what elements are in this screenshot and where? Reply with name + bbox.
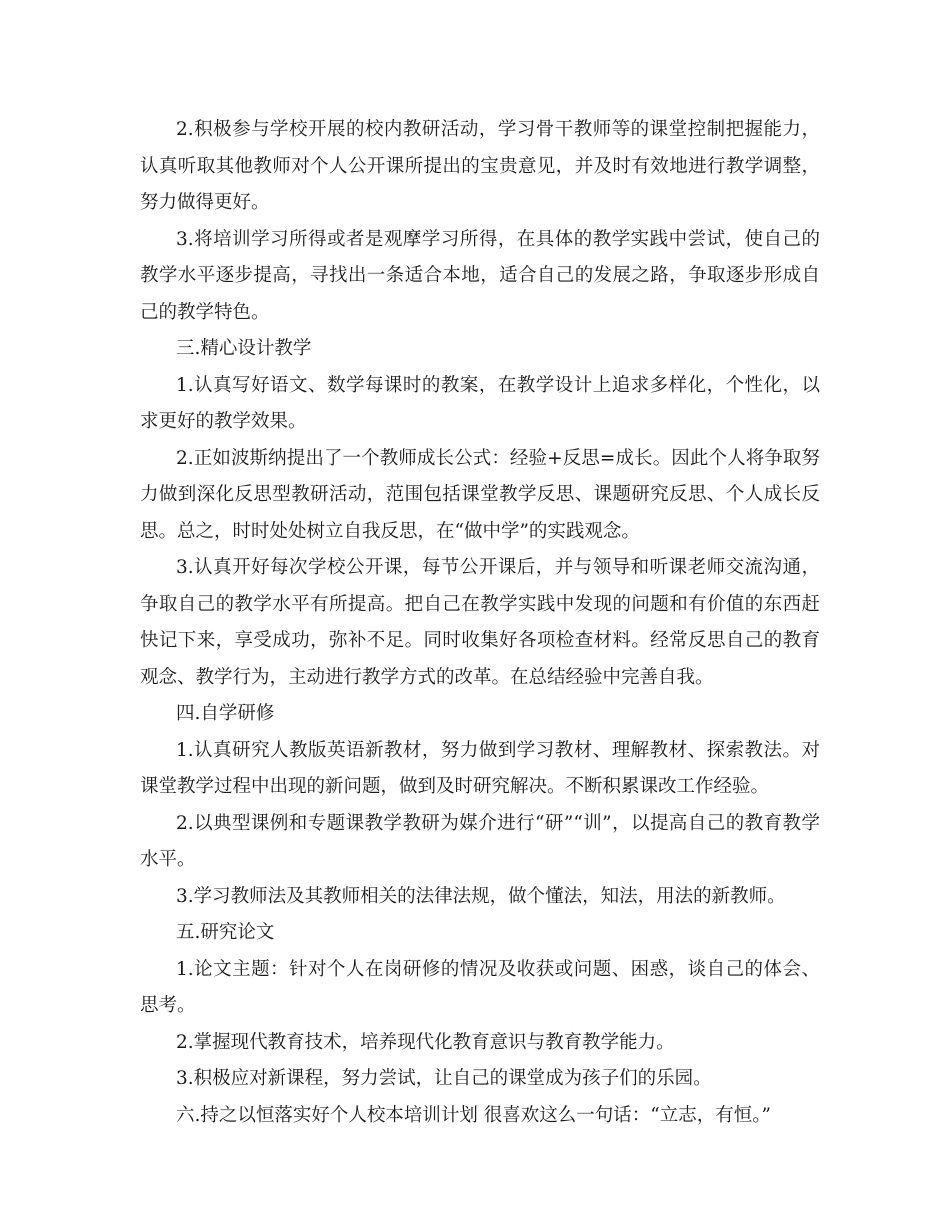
paragraph-study-textbook: 1.认真研究人教版英语新教材，努力做到学习教材、理解教材、探索教法。对课堂教学过程中出现的新问题，做到及时研究解决。不断积累课改工作经验。 <box>140 739 820 797</box>
paragraph-modern-technology: 2.掌握现代教育技术，培养现代化教育意识与教育教学能力。 <box>176 1031 675 1053</box>
paragraph-training-practice: 3.将培训学习所得或者是观摩学习所得，在具体的教学实践中尝试，使自己的教学水平逐步提高，寻找出一条适合本地，适合自己的发展之路，争取逐步形成自己的教学特色。 <box>140 228 820 323</box>
section-heading-perseverance: 六.持之以恒落实好个人校本培训计划 很喜欢这么一句话：“立志，有恒。” <box>176 1104 771 1126</box>
paragraph-new-curriculum: 3.积极应对新课程，努力尝试，让自己的课堂成为孩子们的乐园。 <box>176 1068 712 1089</box>
paragraph-teaching-research-activity: 2.积极参与学校开展的校内教研活动，学习骨干教师等的课堂控制把握能力，认真听取其他教师对个人公开课所提出的宝贵意见，并及时有效地进行教学调整，努力做得更好。 <box>140 119 820 213</box>
paragraph-typical-cases: 2.以典型课例和专题课教学教研为媒介进行“研”“训”，以提高自己的教育教学水平。 <box>140 812 820 870</box>
document-body <box>140 112 820 1134</box>
paragraph-teacher-law: 3.学习教师法及其教师相关的法律法规，做个懂法，知法，用法的新教师。 <box>176 885 786 907</box>
section-heading-design-teaching: 三.精心设计教学 <box>176 338 312 359</box>
paragraph-paper-topic: 1.论文主题：针对个人在岗研修的情况及收获或问题、困惑，谈自己的体会、思考。 <box>140 958 820 1016</box>
section-heading-research-paper: 五.研究论文 <box>176 922 275 943</box>
paragraph-open-lessons: 3.认真开好每次学校公开课，每节公开课后，并与领导和听课老师交流沟通，争取自己的教学水平有所提高。把自己在教学实践中发现的问题和有价值的东西赶快记下来，享受成功，弥补不足。同时收集好各项检查材料。经常反思自己的教育观念、教学行为，主动进行教学方式的改革。在总结经验中完善自我。 <box>140 557 820 688</box>
paragraph-growth-formula: 2.正如波斯纳提出了一个教师成长公式：经验+反思=成长。因此个人将争取努力做到深化反思型教研活动，范围包括课堂教学反思、课题研究反思、个人成长反思。总之，时时处处树立自我反思，在“做中学”的实践观念。 <box>140 447 820 542</box>
paragraph-lesson-plans: 1.认真写好语文、数学每课时的教案，在教学设计上追求多样化，个性化，以求更好的教学效果。 <box>140 374 820 432</box>
section-heading-self-study: 四.自学研修 <box>176 703 275 724</box>
